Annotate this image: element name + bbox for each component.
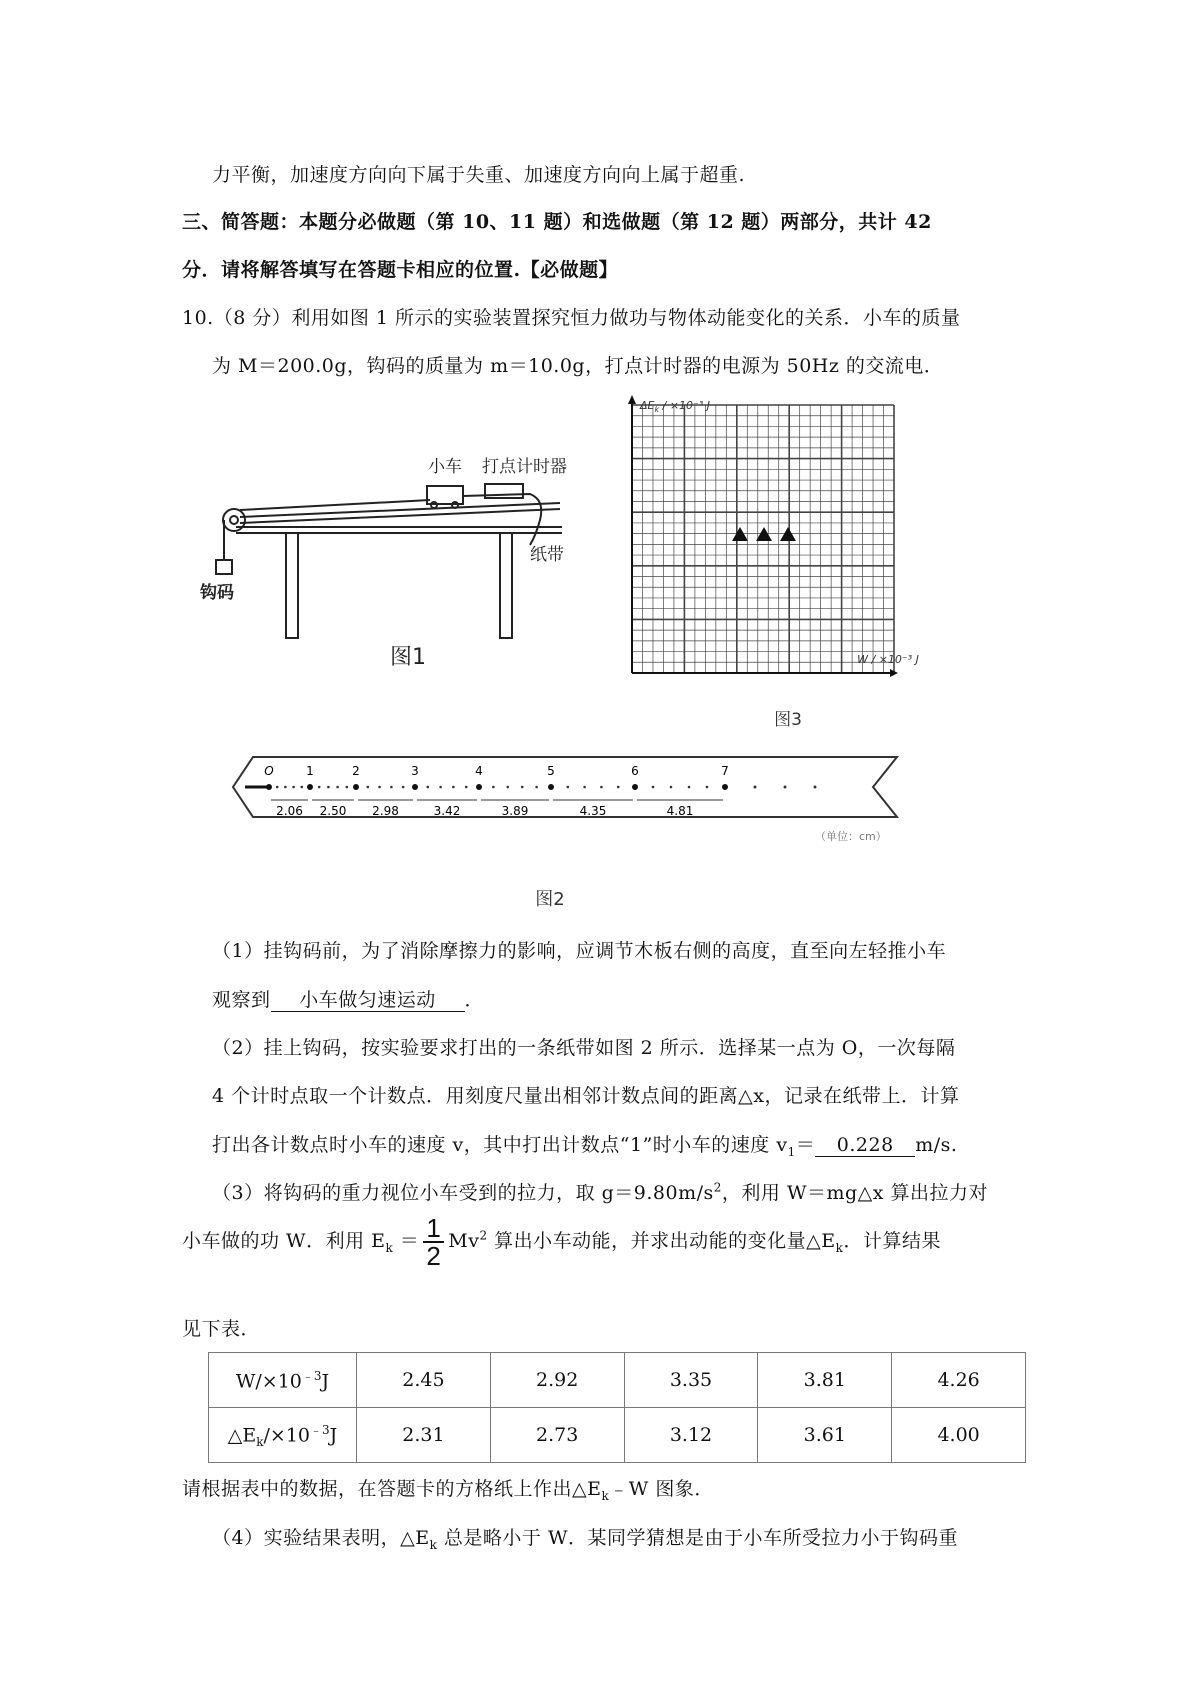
q3-text-b1: 小车做的功 W．利用 E	[182, 1230, 386, 1252]
q1-answer: 小车做匀速运动	[271, 990, 465, 1012]
tick-dot	[276, 786, 279, 789]
count-point-label: 3	[411, 764, 419, 778]
table-cell: 2.73	[490, 1408, 624, 1463]
table-leg-left	[286, 533, 298, 638]
q3-sub: k	[385, 1240, 394, 1255]
tick-dot	[318, 786, 321, 789]
q3-line-b	[182, 1215, 941, 1269]
q3-text-b3: 算出小车动能，并求出动能的变化量△E	[487, 1230, 836, 1252]
y-axis-label: $\Delta E_k / \times 10^{-3}$ J	[640, 399, 710, 414]
count-point	[476, 784, 482, 790]
figure-3-grid	[620, 395, 950, 730]
tape-label: 纸带	[530, 545, 564, 565]
tick-dot	[378, 786, 381, 789]
figure-1-label: 图1	[390, 645, 426, 670]
section-heading: 三、简答题：本题分必做题（第 10、11 题）和选做题（第 12 题）两部分，共计 42	[182, 211, 932, 233]
incline-board	[240, 503, 560, 517]
q2-text: 打出各计数点时小车的速度 v，其中打出计数点“1”时小车的速度 v	[212, 1134, 788, 1156]
after-table-text: 请根据表中的数据，在答题卡的方格纸上作出△E	[182, 1478, 602, 1500]
count-point	[412, 784, 418, 790]
q3-eq: ＝	[393, 1230, 420, 1252]
cart	[427, 486, 463, 504]
tick-dot	[452, 786, 455, 789]
table-cell: 3.35	[624, 1353, 758, 1408]
q3-text-b2: Mv	[448, 1230, 480, 1252]
count-point	[266, 784, 272, 790]
table-row-w	[209, 1353, 1026, 1408]
count-point-label: 4	[475, 764, 483, 778]
count-point-label: 7	[721, 764, 729, 778]
q4-text: （4）实验结果表明，△E	[212, 1527, 430, 1549]
q1-line-a: （1）挂钩码前，为了消除摩擦力的影响，应调节木板右侧的高度，直至向左轻推小车	[212, 940, 947, 962]
tick-dot	[670, 786, 673, 789]
table-row-ek	[209, 1408, 1026, 1463]
hanging-weight	[216, 560, 232, 574]
table-cell: 2.45	[357, 1353, 491, 1408]
x-axis-label: W / ×10⁻³ J	[857, 653, 919, 666]
count-point-label: 2	[352, 764, 360, 778]
tick-dot	[301, 786, 304, 789]
section-heading-cont: 分．请将解答填写在答题卡相应的位置.【必做题】	[182, 259, 619, 281]
q3-line-a	[212, 1178, 988, 1205]
pulley	[223, 509, 245, 531]
count-point	[632, 784, 638, 790]
tick-dot	[284, 786, 287, 789]
timer-label: 打点计时器	[482, 457, 567, 477]
count-point	[548, 784, 554, 790]
count-point	[722, 784, 728, 790]
tick-dot	[688, 786, 691, 789]
q4-line-a	[212, 1523, 958, 1552]
triangle-marker	[732, 527, 748, 541]
fraction-denominator: 2	[426, 1241, 442, 1271]
q3-sub2: k	[835, 1240, 844, 1255]
after-table-sub: k	[601, 1488, 610, 1503]
tick-dot	[465, 786, 468, 789]
q3-text-b4: ．计算结果	[843, 1230, 941, 1252]
tick-dot	[535, 786, 538, 789]
y-axis-arrow	[628, 395, 636, 404]
distance-label: 4.35	[579, 804, 607, 818]
tick-dot	[521, 786, 524, 789]
q2-sub: 1	[787, 1144, 796, 1159]
q4-text2: 总是略小于 W．某同学猜想是由于小车所受拉力小于钩码重	[437, 1527, 958, 1549]
q2-line-c	[212, 1130, 957, 1159]
triangle-marker	[756, 527, 772, 541]
table-cell: 4.00	[892, 1408, 1026, 1463]
tick-dot	[600, 786, 603, 789]
q3-sup2: 2	[479, 1228, 488, 1243]
tick-dot	[814, 786, 817, 789]
table-cell: 3.81	[758, 1353, 892, 1408]
q2-line-b: 4 个计时点取一个计数点．用刻度尺量出相邻计数点间的距离△x，记录在纸带上．计算	[212, 1085, 960, 1107]
table-header-w: $W/\times 10^{﹣3}J$	[209, 1353, 357, 1408]
tick-dot	[346, 786, 349, 789]
q3-text-a2: ，利用 W＝mg△x 算出拉力对	[721, 1182, 989, 1204]
tick-dot	[567, 786, 570, 789]
figure-2-tape	[225, 755, 925, 915]
continuation-text: 力平衡，加速度方向向下属于失重、加速度方向向上属于超重.	[212, 164, 746, 186]
distance-label: 2.06	[276, 804, 303, 818]
q2-line-a: （2）挂上钩码，按实验要求打出的一条纸带如图 2 所示．选择某一点为 O，一次每隔	[212, 1037, 956, 1059]
tick-dot	[390, 786, 393, 789]
triangle-marker	[780, 527, 796, 541]
fraction-numerator: 1	[423, 1215, 444, 1243]
tick-dot	[784, 786, 787, 789]
count-point-label: 1	[306, 764, 314, 778]
fraction	[423, 1215, 444, 1269]
question-10-intro: 10.（8 分）利用如图 1 所示的实验装置探究恒力做功与物体动能变化的关系．小车的质量	[182, 307, 961, 329]
distance-label: 3.89	[501, 804, 529, 818]
figure-2-label: 图2	[535, 889, 565, 910]
distance-label: 4.81	[666, 804, 694, 818]
count-point-label: O	[264, 764, 274, 778]
table-header-ek: $\triangle E_k/\times 10^{﹣3}J$	[209, 1408, 357, 1463]
q1-end: ．	[464, 989, 485, 1011]
q1-line-b	[212, 985, 484, 1012]
q2-unit: m/s.	[915, 1134, 958, 1156]
car-label: 小车	[428, 457, 462, 477]
tick-dot	[327, 786, 330, 789]
tick-dot	[617, 786, 620, 789]
table-cell: 3.61	[758, 1408, 892, 1463]
table-cell: 2.31	[357, 1408, 491, 1463]
count-point	[307, 784, 313, 790]
tick-dot	[427, 786, 430, 789]
q2-eq: ＝	[795, 1134, 816, 1156]
weight-label: 钩码	[200, 583, 234, 603]
question-10-intro-cont: 为 M＝200.0g，钩码的质量为 m＝10.0g，打点计时器的电源为 50Hz 的交流电．	[212, 355, 944, 377]
unit-label: （单位：cm）	[815, 830, 887, 843]
tick-dot	[706, 786, 709, 789]
table-leg-right	[500, 533, 512, 638]
tick-dot	[507, 786, 510, 789]
distance-label: 2.98	[372, 804, 399, 818]
after-table-line	[182, 1474, 714, 1503]
tick-dot	[583, 786, 586, 789]
tick-dot	[292, 786, 295, 789]
q3-text-a1: （3）将钩码的重力视位小车受到的拉力，取 g＝9.80m/s	[212, 1182, 714, 1204]
figure-1-apparatus	[200, 430, 600, 680]
tick-dot	[652, 786, 655, 789]
after-table-text2: ﹣W 图象．	[609, 1478, 714, 1500]
q2-answer: 0.228	[815, 1135, 915, 1157]
tick-dot	[754, 786, 757, 789]
q3-line-c: 见下表．	[182, 1318, 261, 1340]
q4-sub: k	[429, 1537, 438, 1552]
table-cell: 2.92	[490, 1353, 624, 1408]
tick-dot	[492, 786, 495, 789]
count-point	[353, 784, 359, 790]
distance-label: 2.50	[319, 804, 347, 818]
figure-3-label: 图3	[774, 710, 802, 730]
tick-dot	[439, 786, 442, 789]
q1-prefix: 观察到	[212, 989, 271, 1011]
count-point-label: 5	[547, 764, 555, 778]
data-table	[208, 1352, 1026, 1463]
distance-label: 3.42	[433, 804, 461, 818]
tick-dot	[402, 786, 405, 789]
count-point-label: 6	[631, 764, 639, 778]
q3-sup: 2	[713, 1180, 722, 1195]
tick-dot	[367, 786, 370, 789]
paper-tape	[463, 494, 541, 545]
tape-points	[264, 764, 816, 818]
tick-dot	[336, 786, 339, 789]
table-cell: 4.26	[892, 1353, 1026, 1408]
table-cell: 3.12	[624, 1408, 758, 1463]
